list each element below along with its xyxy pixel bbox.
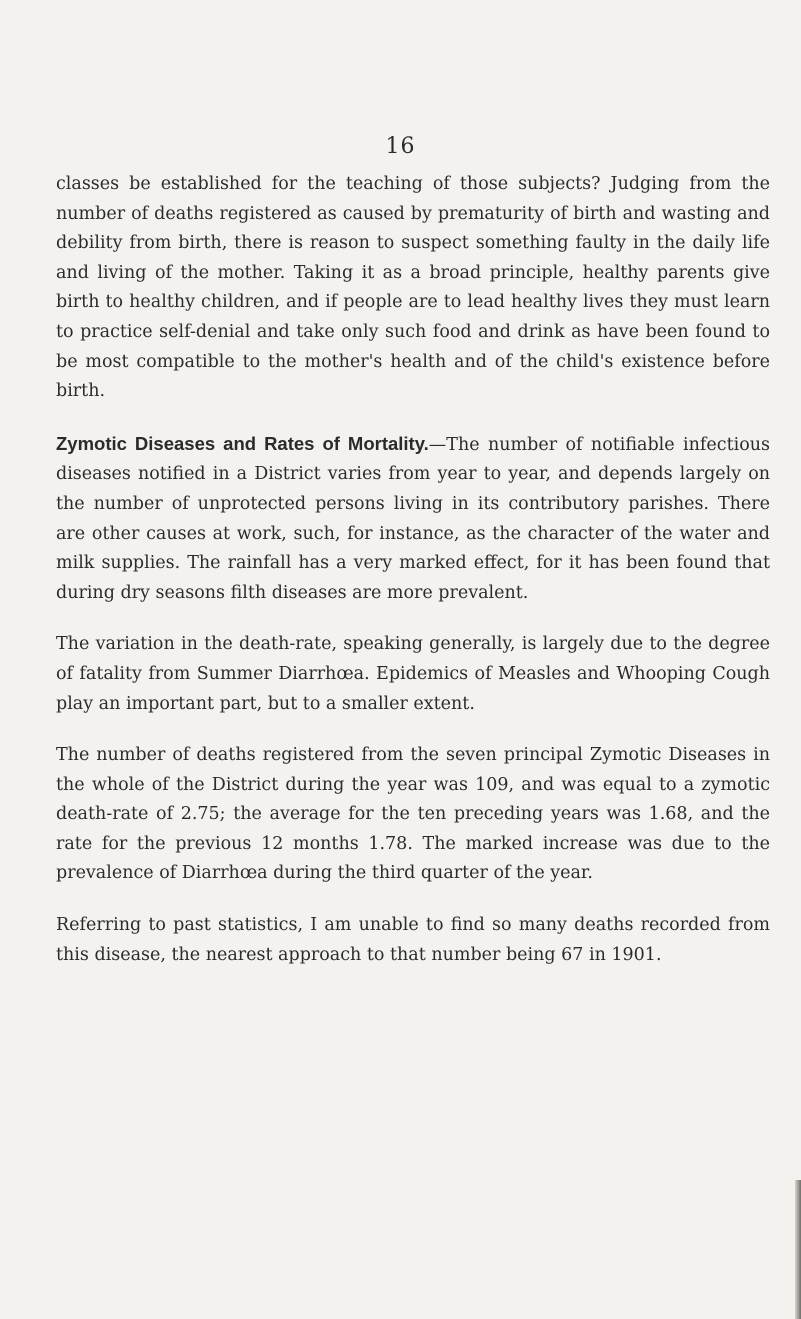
paragraph-deaths: The number of deaths registered from the seven principal Zymotic Diseases in the whole of the District during the year was 109, and was equal to a zymotic death-rate of 2.75; the average for the ten preceding years was 1.68, and the rate for the previous 12 months 1.78. The marked increase was due to the prevalence of Diarrhœa during the third quarter of the year. (56, 745, 770, 884)
paragraph-zymotic (56, 429, 770, 609)
paragraph-intro: classes be established for the teaching of those subjects? Judging from the number of deaths registered as caused by prematurity of birth and wasting and debility from birth, there is reason to suspect something faulty in the daily life and living of the mother. Taking it as a broad principle, healthy parents give birth to healthy children, and if people are to lead healthy lives they must learn to practice self-denial and take only such food and drink as have been found to be most compatible to the mother's health and of the child's existence before birth. (56, 174, 770, 402)
document-body (56, 170, 770, 992)
page-number: 16 (385, 134, 416, 159)
page-edge-shadow (795, 1180, 801, 1319)
paragraph-variation: The variation in the death-rate, speaking generally, is largely due to the degree of fatality from Summer Diarrhœa. Epidemics of Measles and Whooping Cough play an important part, but to a smaller extent. (56, 634, 770, 714)
paragraph-zymotic-body: —The number of notifiable infectious diseases notified in a District varies from year to year, and depends largely on the number of unprotected persons living in its contributory parishes. There are other causes at work, such, for instance, as the character of the water and milk supplies. The rainfall has a very marked effect, for it has been found that during dry seasons filth diseases are more prevalent. (56, 434, 770, 603)
section-heading-zymotic: Zymotic Diseases and Rates of Mortality. (56, 432, 429, 454)
paragraph-statistics: Referring to past statistics, I am unable to find so many deaths recorded from this disease, the nearest approach to that number being 67 in 1901. (56, 915, 770, 965)
